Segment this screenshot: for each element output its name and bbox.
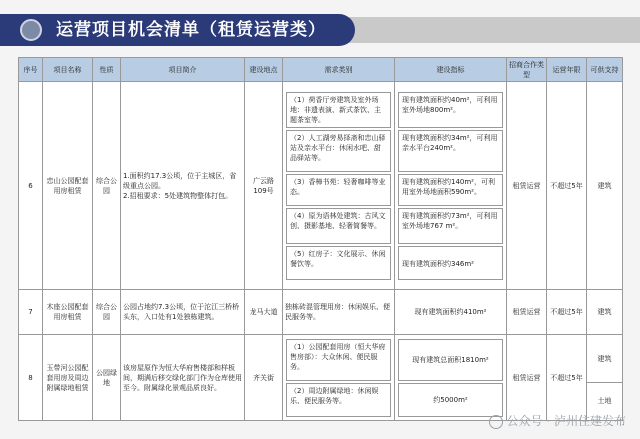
cell-no: 8 bbox=[19, 335, 43, 421]
watermark-text: 公众号 · 泸州住建发布 bbox=[506, 414, 626, 428]
header-demand: 需求类别 bbox=[283, 58, 395, 82]
cell-nature: 综合公园 bbox=[93, 290, 121, 335]
watermark bbox=[489, 412, 626, 429]
cell-location: 龙马大道 bbox=[245, 290, 283, 335]
header-nature: 性质 bbox=[93, 58, 121, 82]
indicator-item: 现有建筑总面积1810m² bbox=[398, 339, 503, 381]
cell-years: 不超过5年 bbox=[547, 82, 587, 290]
table-row bbox=[19, 335, 623, 421]
table-header-row bbox=[19, 58, 623, 82]
table-row bbox=[19, 82, 623, 290]
cell-indicator: 现有建筑面积约410m² bbox=[395, 290, 507, 335]
cell-demand: 独栋砖混管理用房：休闲娱乐、便民服务等。 bbox=[283, 290, 395, 335]
header-indicator: 建设指标 bbox=[395, 58, 507, 82]
header-support: 可供支持 bbox=[587, 58, 623, 82]
cell-demand bbox=[283, 335, 395, 421]
cell-years: 不超过5年 bbox=[547, 290, 587, 335]
cell-nature: 综合公园 bbox=[93, 82, 121, 290]
cell-nature: 公园绿地 bbox=[93, 335, 121, 421]
demand-item: （1）公园配套用房（恒大华府售房部）：大众休闲、便民服务。 bbox=[286, 339, 391, 381]
cell-support bbox=[587, 335, 623, 421]
header-coop: 招商合作类型 bbox=[507, 58, 547, 82]
support-item: 建筑 bbox=[587, 336, 622, 383]
cell-no: 6 bbox=[19, 82, 43, 290]
wechat-icon bbox=[489, 415, 503, 429]
indicator-item: 现有建筑面积约34m²，可利用亲水平台240m²。 bbox=[398, 130, 503, 172]
cell-location: 广云路109号 bbox=[245, 82, 283, 290]
demand-item: （4）原为语林处建筑：古风文创、摄影基地、轻奢简餐等。 bbox=[286, 208, 391, 244]
cell-coop: 租赁运营 bbox=[507, 82, 547, 290]
demand-item: （1）荷香厅旁建筑及室外场地：非遗表演、新式茶饮、主题茶室等。 bbox=[286, 92, 391, 128]
cell-name: 木座公园配套用房租赁 bbox=[43, 290, 93, 335]
cell-name: 忠山公园配套用房租赁 bbox=[43, 82, 93, 290]
indicator-item: 约5000m² bbox=[398, 383, 503, 417]
header-intro: 项目简介 bbox=[121, 58, 245, 82]
demand-item: （2）周边附属绿地：休闲娱乐、便民服务等。 bbox=[286, 383, 391, 417]
project-table bbox=[18, 57, 623, 421]
table-row bbox=[19, 290, 623, 335]
demand-item: （2）人工湖旁易择斋和忠山驿站及亲水平台：休闲水吧、甜品驿站等。 bbox=[286, 130, 391, 172]
indicator-item: 现有建筑面积约140m²，可利用室外场地面积590m²。 bbox=[398, 174, 503, 206]
cell-indicator bbox=[395, 82, 507, 290]
demand-item: （3）香樟书苑：轻奢咖啡等业态。 bbox=[286, 174, 391, 206]
demand-item: （5）红房子：文化展示、休闲餐饮等。 bbox=[286, 246, 391, 280]
header-no: 序号 bbox=[19, 58, 43, 82]
cell-name: 玉带河公园配套用房及周边附属绿地租赁 bbox=[43, 335, 93, 421]
page-title: 运营项目机会清单（租赁运营类） bbox=[56, 20, 326, 40]
cell-no: 7 bbox=[19, 290, 43, 335]
cell-indicator bbox=[395, 335, 507, 421]
header-years: 运营年限 bbox=[547, 58, 587, 82]
cell-years: 不超过5年 bbox=[547, 335, 587, 421]
indicator-item: 现有建筑面积约40m²，可利用室外场地800m²。 bbox=[398, 92, 503, 128]
cell-support: 建筑 bbox=[587, 290, 623, 335]
cell-location: 齐关街 bbox=[245, 335, 283, 421]
cell-coop: 租赁运营 bbox=[507, 335, 547, 421]
title-banner bbox=[0, 0, 640, 46]
intro-text: 1.面积约17.3公顷，位于主城区，省级重点公园。 2.招租要求：5处建筑物整体打包。 bbox=[123, 171, 237, 200]
indicator-item: 现有建筑面积约346m² bbox=[398, 246, 503, 280]
cell-intro: 公园占地约7.3公顷，位于沱江三桥桥头东，入口处有1处独栋建筑。 bbox=[121, 290, 245, 335]
indicator-item: 现有建筑面积约73m²，可利用室外场地767 m²。 bbox=[398, 208, 503, 244]
cell-intro bbox=[121, 82, 245, 290]
header-location: 建设地点 bbox=[245, 58, 283, 82]
cell-intro: 该房屋原作为恒大华府售楼部和样板间，期满后移交绿化部门作为仓库使用至今。附属绿化景观品质良好。 bbox=[121, 335, 245, 421]
header-name: 项目名称 bbox=[43, 58, 93, 82]
support-item: 土地 bbox=[597, 397, 612, 405]
cell-demand bbox=[283, 82, 395, 290]
circle-bullet-icon bbox=[20, 19, 42, 41]
cell-coop: 租赁运营 bbox=[507, 290, 547, 335]
cell-support: 建筑 bbox=[587, 82, 623, 290]
